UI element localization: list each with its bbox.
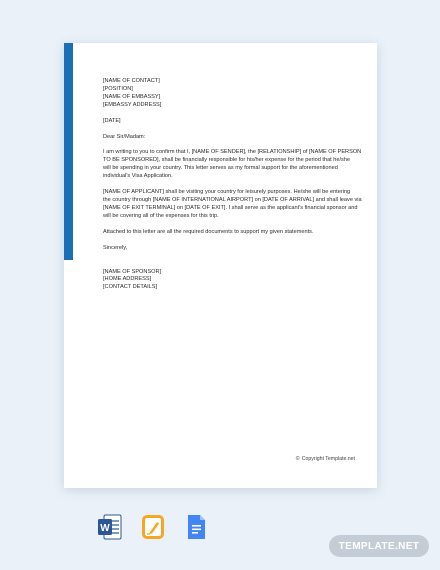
closing: Sincerely, — [103, 244, 128, 251]
signature-block — [103, 269, 356, 293]
sponsor-name: [NAME OF SPONSOR] — [103, 268, 162, 275]
sponsor-address: [HOME ADDRESS] — [103, 276, 152, 283]
recipient-embassy: [NAME OF EMBASSY] — [103, 93, 161, 100]
copyright-symbol: © — [295, 456, 300, 462]
word-icon-letter: W — [100, 523, 110, 534]
accent-bar — [64, 43, 73, 260]
pages-icon[interactable] — [141, 513, 165, 541]
paragraph-2-line: [NAME OF EXIT TERMINAL] on [DATE OF EXIT]. I shall serve as the applicant's financial sponsor and — [103, 204, 358, 211]
paragraph-1-line: TO BE SPONSORED], shall be financially responsible for his/her expense for the period that he/she — [103, 157, 351, 164]
paragraph-2 — [103, 189, 362, 221]
paragraph-1-line: individual's Visa Application. — [103, 173, 173, 180]
letter-date: [DATE] — [103, 117, 121, 124]
paragraph-2-line: will be covering all of the expenses for this trip. — [103, 212, 219, 219]
brand-badge[interactable] — [329, 535, 429, 557]
paragraph-2-line: [NAME OF APPLICANT] shall be visiting your country for leisurely purposes. He/she will be entering — [103, 189, 351, 196]
sponsor-contact: [CONTACT DETAILS] — [103, 284, 158, 291]
paragraph-3: Attached to this letter are all the required documents to support my given statements. — [103, 228, 314, 235]
paragraph-2-line: the country through [NAME OF INTERNATIONAL AIRPORT] on [DATE OF ARRIVAL] and shall leave via — [103, 196, 362, 203]
paragraph-1-line: will be spending in your country. This letter serves as my formal support for the aforementioned — [103, 165, 338, 172]
recipient-name: [NAME OF CONTACT] — [103, 78, 160, 84]
paragraph-1 — [103, 149, 362, 181]
letter-page — [64, 43, 377, 488]
paragraph-1-line: I am writing to you to confirm that I, [NAME OF SENDER], the [RELATIONSHIP] of [NAME OF PERSON — [103, 149, 362, 156]
letter-body — [103, 78, 362, 292]
app-icons — [98, 513, 208, 541]
recipient-block — [103, 78, 356, 110]
google-docs-icon[interactable] — [184, 513, 208, 541]
copyright-text: Copyright Template.net — [301, 456, 355, 462]
recipient-address: [EMBASSY ADDRESS] — [103, 101, 162, 108]
recipient-position: [POSITION] — [103, 85, 133, 92]
brand-label: TEMPLATE.NET — [338, 540, 420, 552]
salutation: Dear Sir/Madam: — [103, 133, 146, 140]
copyright-notice — [296, 456, 355, 462]
word-icon[interactable] — [98, 513, 122, 541]
